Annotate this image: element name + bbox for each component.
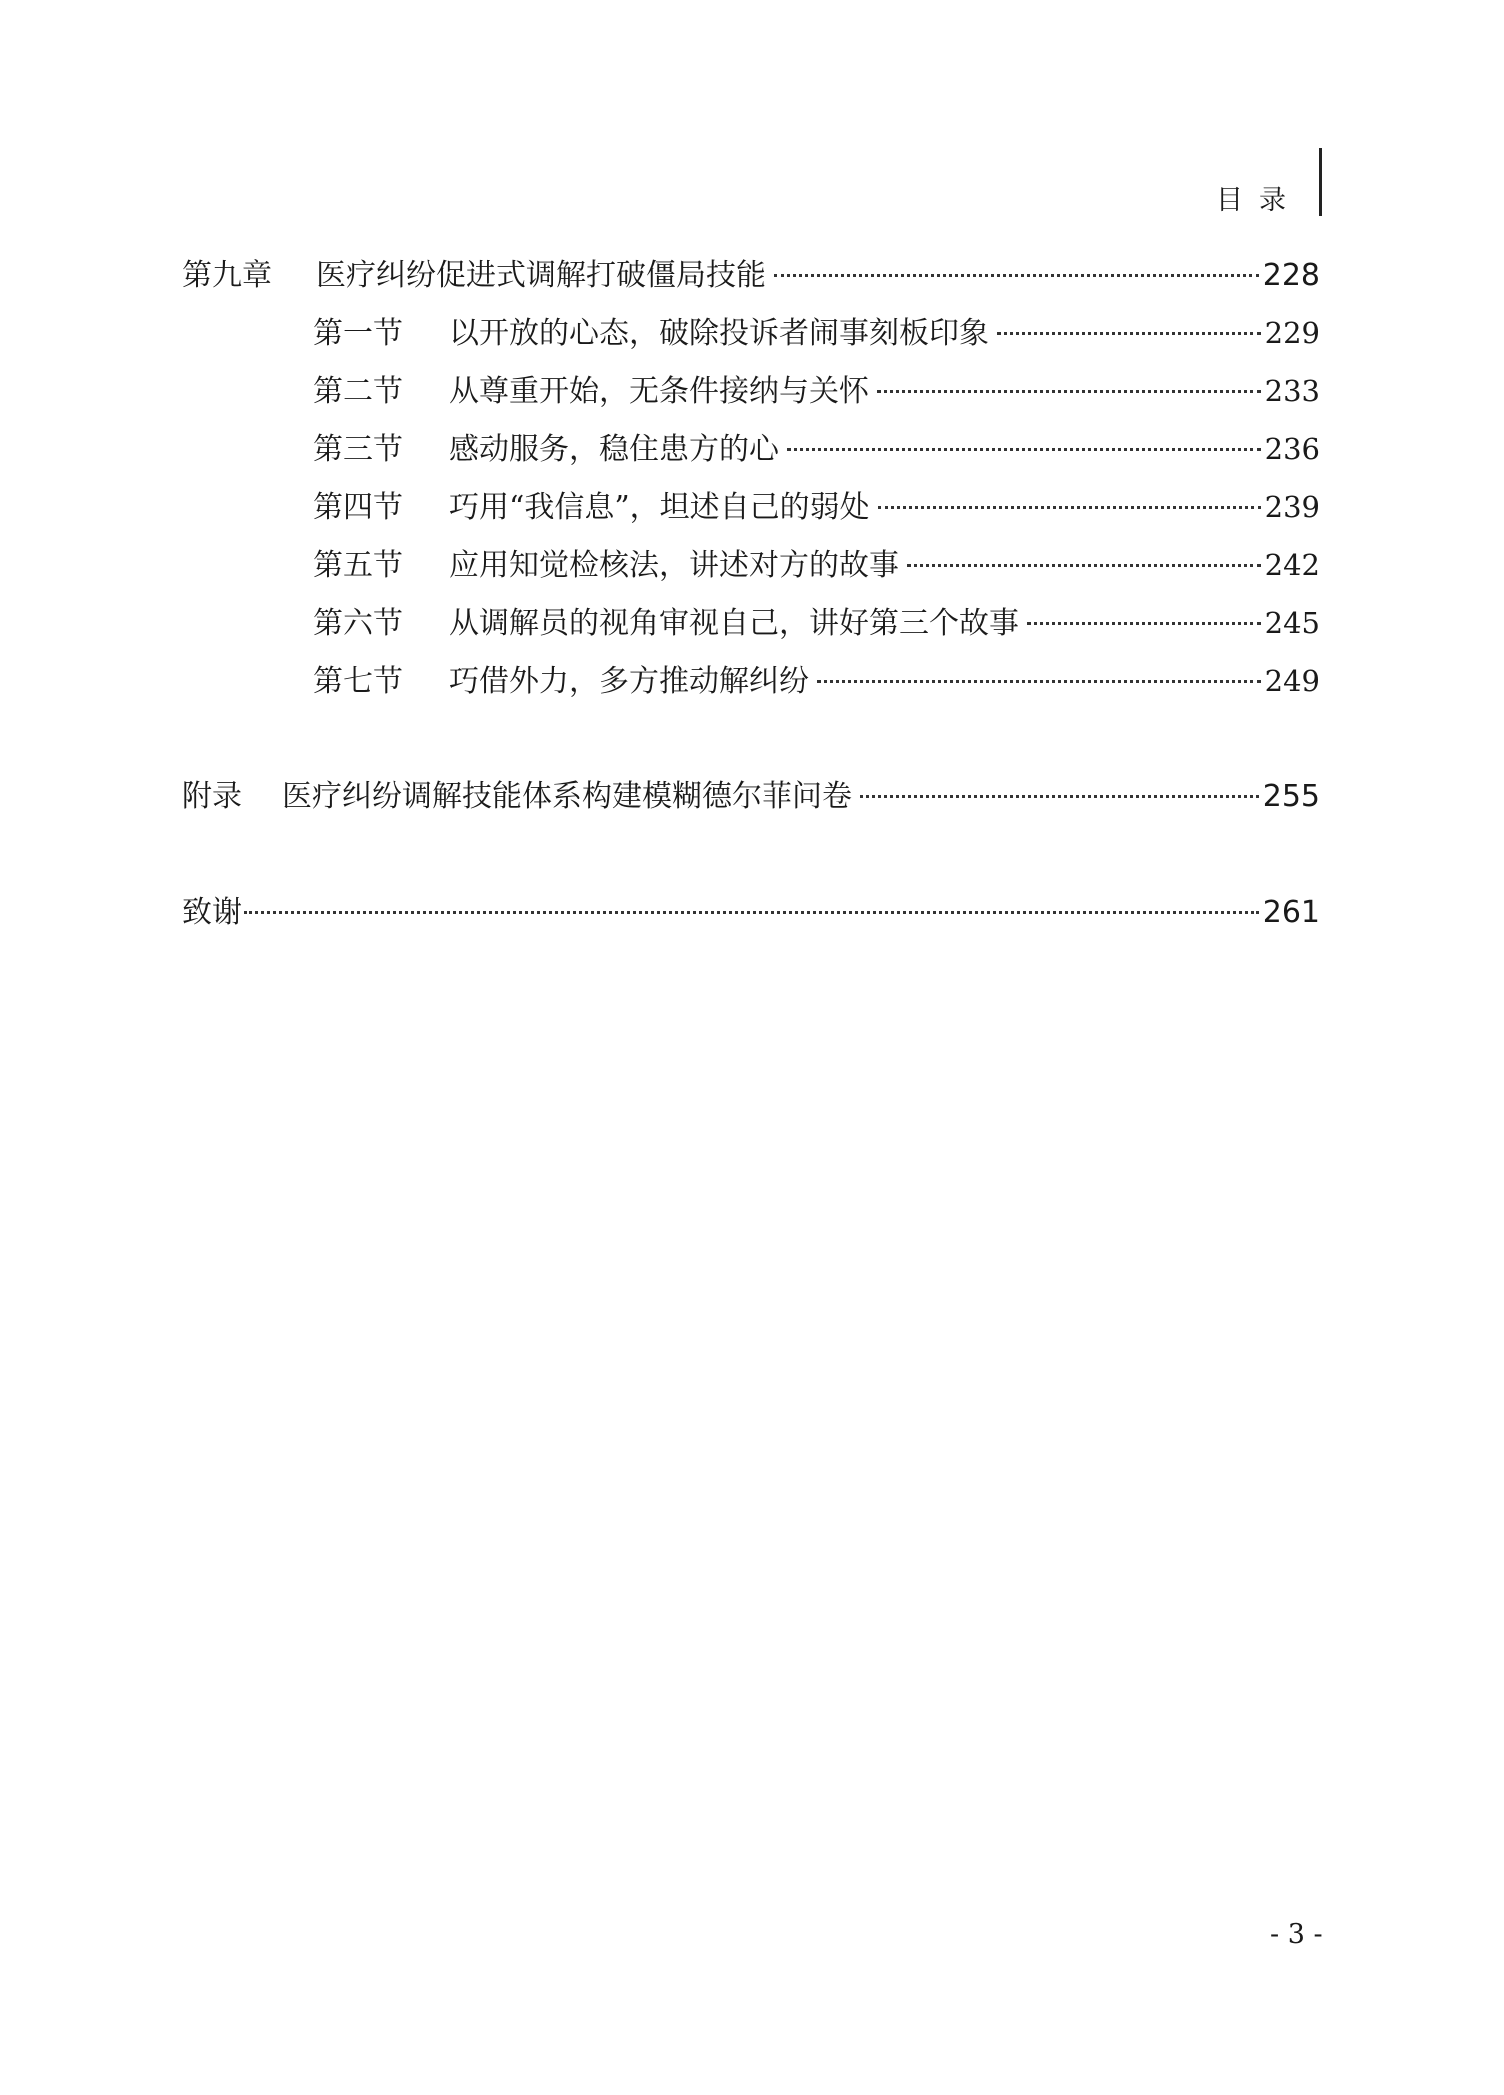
toc-section-3[interactable] [313, 429, 1320, 470]
section-number: 第一节 [313, 316, 403, 351]
section-number: 第四节 [313, 490, 403, 525]
appendix-title: 医疗纠纷调解技能体系构建模糊德尔菲问卷 [282, 779, 852, 814]
section-title: 感动服务，稳住患方的心 [449, 432, 779, 467]
toc-section-2[interactable] [313, 371, 1320, 412]
section-number: 第三节 [313, 432, 403, 467]
dot-leader [860, 795, 1259, 798]
section-page: 245 [1264, 606, 1320, 640]
page-number: - 3 - [1270, 1919, 1323, 1950]
section-page: 239 [1264, 490, 1320, 524]
section-number: 第七节 [313, 664, 403, 699]
section-title: 巧用“我信息”，坦述自己的弱处 [449, 490, 870, 525]
section-title: 以开放的心态，破除投诉者闹事刻板印象 [449, 316, 989, 351]
appendix-label: 附录 [182, 779, 242, 814]
dot-leader [244, 911, 1259, 914]
section-page: 233 [1264, 374, 1320, 408]
section-page: 242 [1264, 548, 1320, 582]
dot-leader [774, 274, 1259, 277]
dot-leader [997, 332, 1261, 335]
header-vertical-rule [1319, 148, 1322, 216]
toc-acknowledgements[interactable] [182, 893, 1320, 933]
chapter-title: 医疗纠纷促进式调解打破僵局技能 [316, 258, 766, 293]
running-header: 目录 [1216, 185, 1302, 216]
section-page: 236 [1264, 432, 1320, 466]
chapter-number: 第九章 [182, 258, 272, 293]
dot-leader [787, 448, 1261, 451]
section-number: 第五节 [313, 548, 403, 583]
toc-section-7[interactable] [313, 661, 1320, 702]
chapter-page: 228 [1262, 258, 1320, 293]
toc-chapter-9[interactable] [182, 256, 1320, 296]
dot-leader [817, 680, 1261, 683]
toc-section-6[interactable] [313, 603, 1320, 644]
section-number: 第六节 [313, 606, 403, 641]
section-title: 应用知觉检核法，讲述对方的故事 [449, 548, 899, 583]
dot-leader [877, 390, 1261, 393]
section-page: 229 [1264, 316, 1320, 350]
toc-section-1[interactable] [313, 313, 1320, 354]
appendix-page: 255 [1262, 779, 1320, 814]
acknowledgements-title: 致谢 [182, 895, 242, 930]
section-number: 第二节 [313, 374, 403, 409]
dot-leader [1027, 622, 1261, 625]
acknowledgements-page: 261 [1262, 895, 1320, 930]
section-title: 从尊重开始，无条件接纳与关怀 [449, 374, 869, 409]
section-title: 从调解员的视角审视自己，讲好第三个故事 [449, 606, 1019, 641]
toc-section-5[interactable] [313, 545, 1320, 586]
section-page: 249 [1264, 664, 1320, 698]
toc-appendix[interactable] [182, 777, 1320, 817]
dot-leader [907, 564, 1261, 567]
toc-section-4[interactable] [313, 487, 1320, 528]
section-title: 巧借外力，多方推动解纠纷 [449, 664, 809, 699]
dot-leader [878, 506, 1261, 509]
